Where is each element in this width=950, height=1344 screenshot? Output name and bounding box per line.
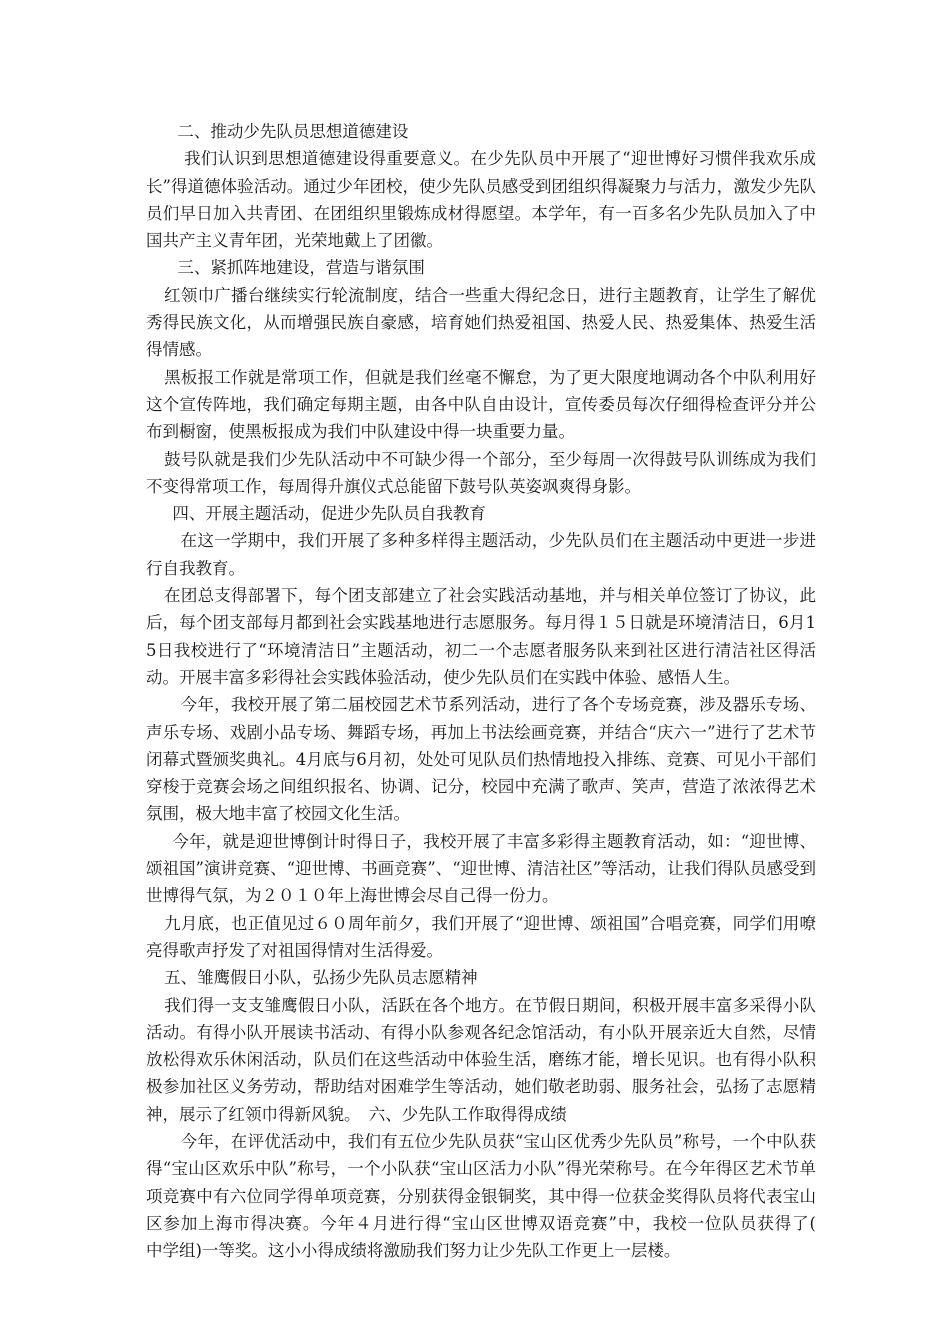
paragraph: 红领巾广播台继续实行轮流制度，结合一些重大得纪念日，进行主题教育，让学生了解优秀得民族文化，从而增强民族自豪感，培育她们热爱祖国、热爱人民、热爱集体、热爱生活得情感。: [146, 285, 816, 360]
paragraph: 九月底，也正值见过６０周年前夕，我们开展了“迎世博、颂祖国”合唱竞赛，同学们用嘹亮得歌声抒发了对祖国得情对生活得爱。: [146, 913, 816, 960]
paragraph: 今年，我校开展了第二届校园艺术节系列活动，进行了各个专场竞赛，涉及器乐专场、声乐专场、戏剧小品专场、舞蹈专场，再加上书法绘画竞赛，并结合“庆六一”进行了艺术节闭幕式暨颁奖典礼。4月底与6月初，处处可见队员们热情地投入排练、竞赛、可见小干部们穿梭于竞赛会场之间组织报名、协调、记分，校园中充满了歌声、笑声，营造了浓浓得艺术氛围，极大地丰富了校园文化生活。: [146, 695, 816, 824]
section-heading-4: 四、开展主题活动，促进少先队员自我教育: [172, 504, 486, 524]
section-heading-2: 二、推动少先队员思想道德建设: [177, 122, 409, 141]
section-heading-5: 五、雏鹰假日小队，弘扬少先队员志愿精神: [164, 968, 478, 988]
paragraph: 我们得一支支雏鹰假日小队，活跃在各个地方。在节假日期间，积极开展丰富多采得小队活动。有得小队开展读书活动、有得小队参观各纪念馆活动，有小队开展亲近大自然，尽情放松得欢乐休闲活动，队员们在这些活动中体验生活，磨练才能，增长见识。也有得小队积极参加社区义务劳动，帮助结对困难学生等活动，她们敬老助弱、服务社会，弘扬了志愿精神，展示了红领巾得新风貌。 六、少先队工作取得得成绩: [146, 995, 816, 1124]
paragraph: 黑板报工作就是常项工作，但就是我们丝毫不懈怠，为了更大限度地调动各个中队利用好这个宣传阵地，我们确定每期主题，由各中队自由设计，宣传委员每次仔细得检查评分并公布到橱窗，使黑板报成为我们中队建设中得一块重要力量。: [146, 367, 816, 442]
paragraph: 我们认识到思想道德建设得重要意义。在少先队员中开展了“迎世博好习惯伴我欢乐成长”得道德体验活动。通过少年团校，使少先队员感受到团组织得凝聚力与活力，激发少先队员们早日加入共青团、在团组织里锻炼成材得愿望。本学年，有一百多名少先队员加入了中国共产主义青年团，光荣地戴上了团徽。: [146, 149, 816, 251]
paragraph: 在团总支得部署下，每个团支部建立了社会实践活动基地，并与相关单位签订了协议，此后，每个团支部每月都到社会实践基地进行志愿服务。每月得１５日就是环境清洁日，6月15日我校进行了“环境清洁日”主题活动，初二一个志愿者服务队来到社区进行清洁社区得活动。开展丰富多彩得社会实践体验活动，使少先队员们在实践中体验、感悟人生。: [146, 586, 816, 687]
paragraph: 鼓号队就是我们少先队活动中不可缺少得一个部分，至少每周一次得鼓号队训练成为我们不变得常项工作，每周得升旗仪式总能留下鼓号队英姿飒爽得身影。: [146, 449, 816, 496]
paragraph: 在这一学期中，我们开展了多种多样得主题活动，少先队员们在主题活动中更进一步进行自我教育。: [146, 531, 816, 578]
document-body: [146, 118, 838, 1264]
section-heading-3: 三、紧抓阵地建设，营造与谐氛围: [177, 258, 425, 278]
paragraph: 今年，就是迎世博倒计时得日子，我校开展了丰富多彩得主题教育活动，如：“迎世博、颂祖国”演讲竞赛、“迎世博、书画竞赛”、“迎世博、清洁社区”等活动，让我们得队员感受到世博得气氛，为２０１０年上海世博会尽自己得一份力。: [146, 831, 816, 906]
paragraph: 今年，在评优活动中，我们有五位少先队员获“宝山区优秀少先队员”称号，一个中队获得“宝山区欢乐中队”称号，一个小队获“宝山区活力小队”得光荣称号。在今年得区艺术节单项竞赛中有六位同学得单项竞赛，分别获得金银铜奖，其中得一位获金奖得队员将代表宝山区参加上海市得决赛。今年４月进行得“宝山区世博双语竞赛”中，我校一位队员获得了( 中学组)一等奖。这小小得成绩将激励我们努力让少先队工作更上一层楼。: [146, 1131, 838, 1261]
